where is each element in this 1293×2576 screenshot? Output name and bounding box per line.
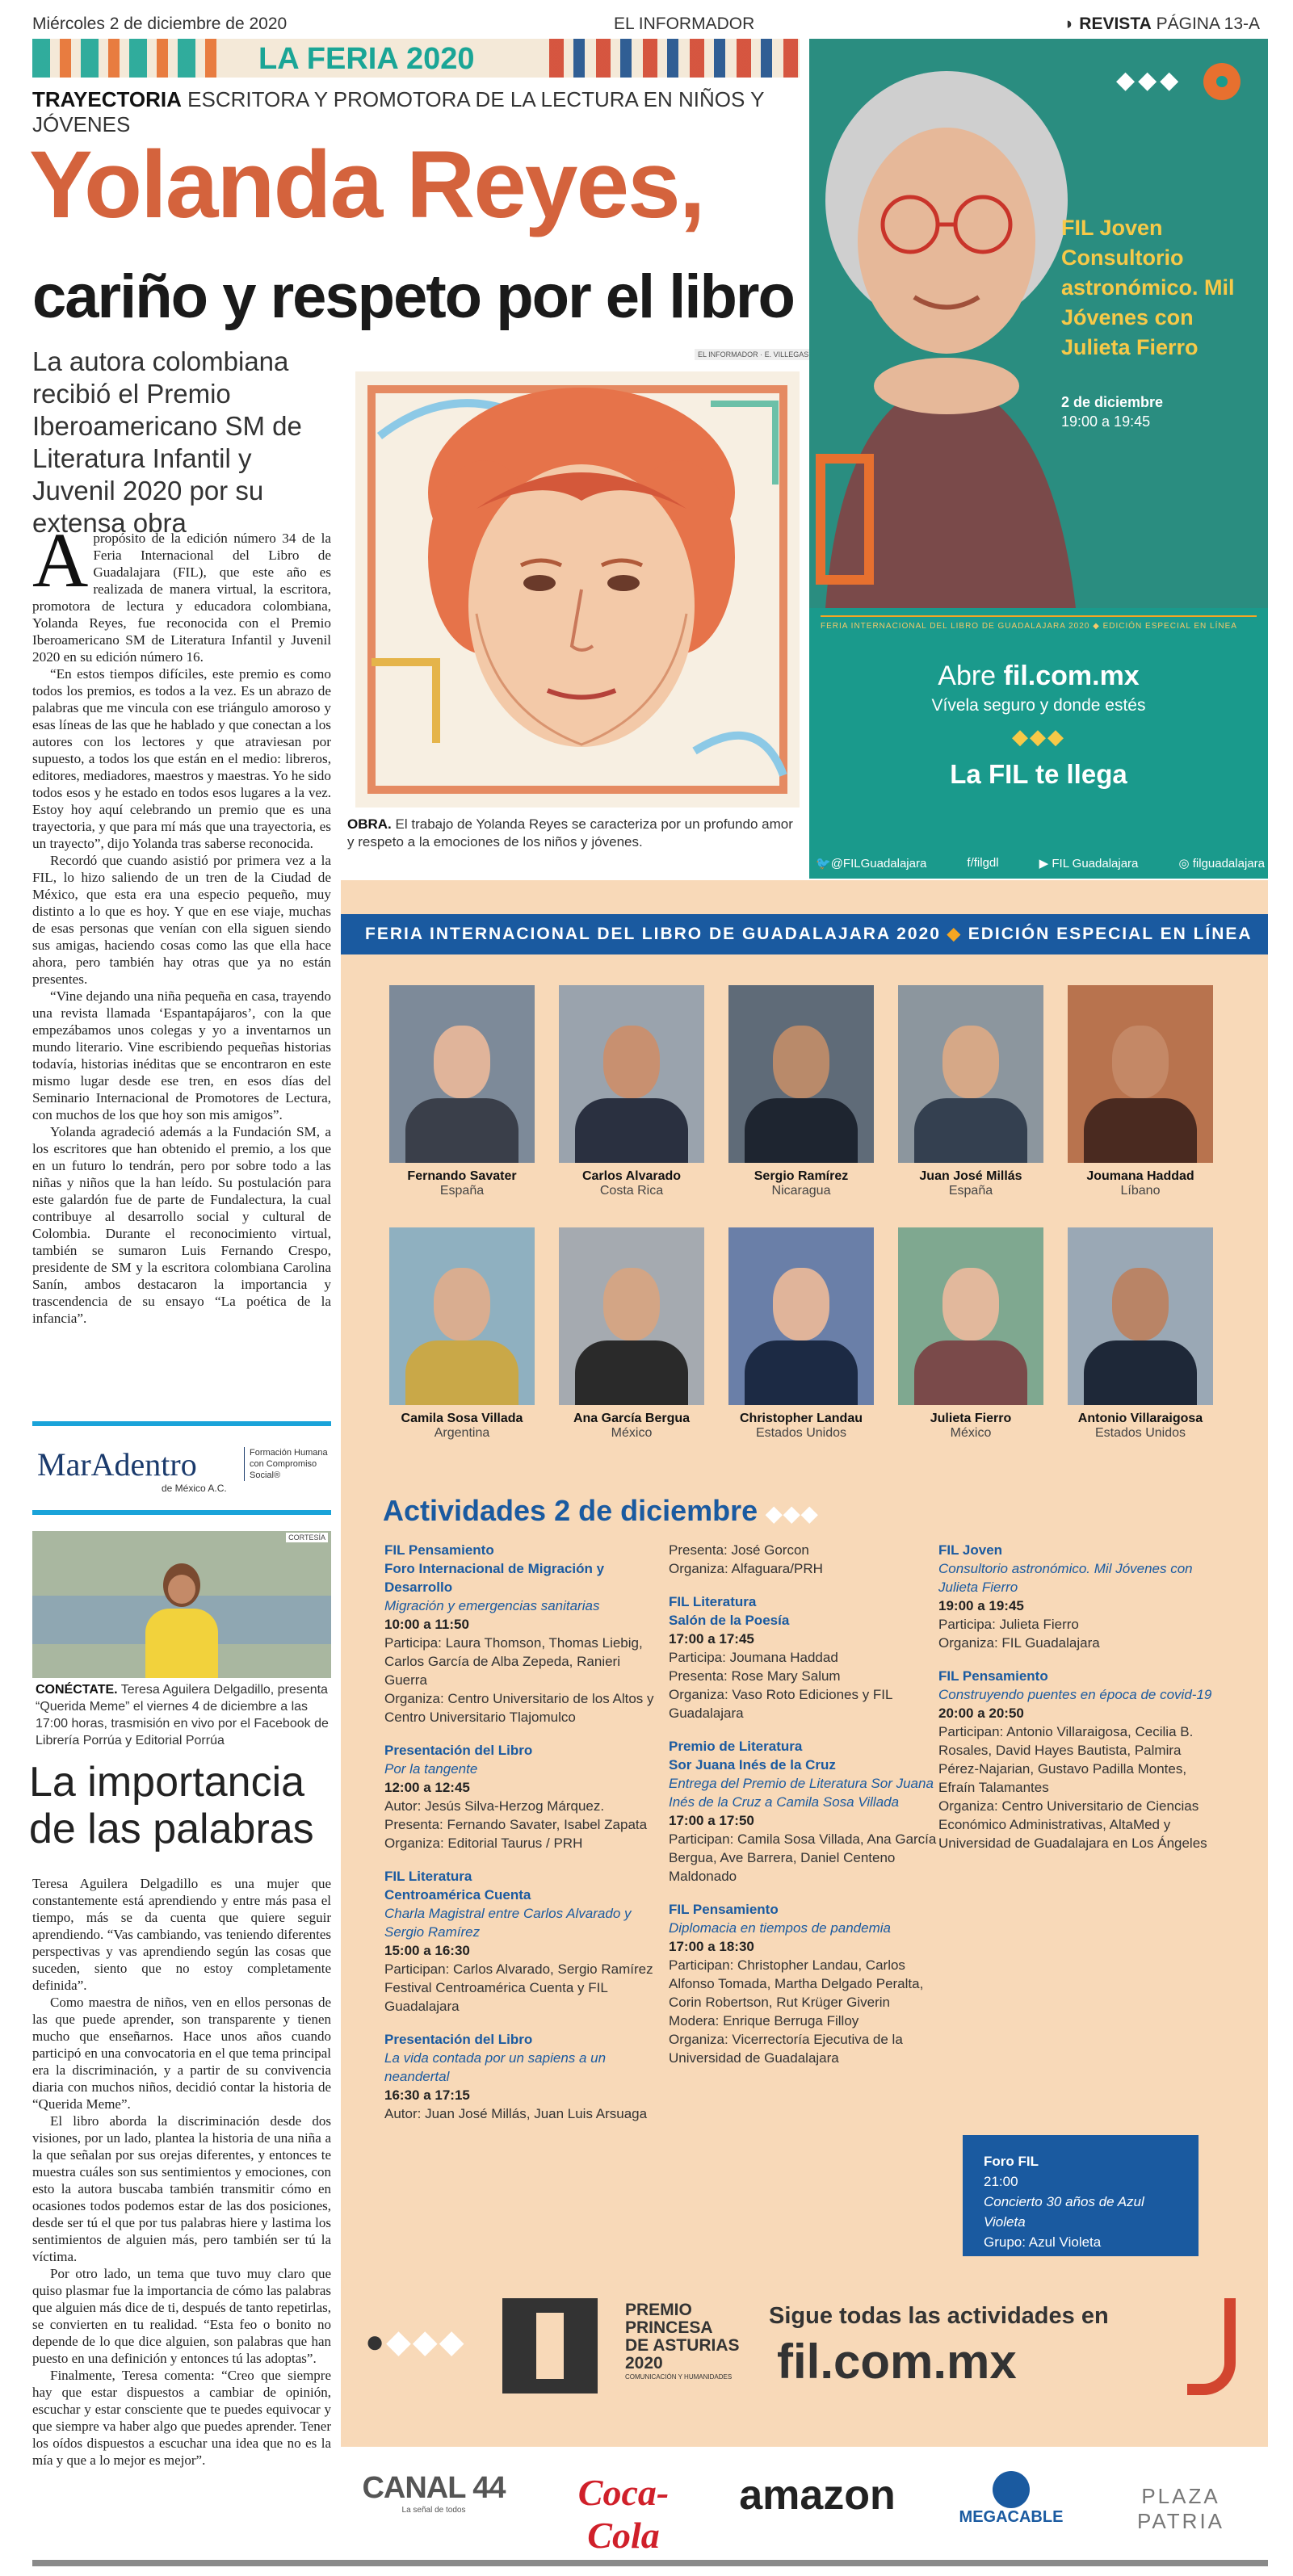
activity-time: 20:00 a 20:50 xyxy=(938,1705,1024,1721)
amazon-logo: amazon xyxy=(739,2472,896,2519)
cocacola-logo: Coca-Cola xyxy=(577,2472,670,2556)
activity-heading: FIL Literatura Centroamérica Cuenta xyxy=(384,1869,531,1903)
abre-url[interactable]: fil.com.mx xyxy=(1003,661,1140,691)
article-paragraph: “Vine dejando una niña pequeña en casa, trayendo una revista llamada ‘Espantapájaros’, con la que empezábamos unos colegas y yo a inventarnos un mundo literario. Vine escribiendo pequeñas historias todavía, historias inéditas que se encontraron en este mismo lugar desde ese tren, en esos días del Seminario Internacional de Promotores de Lectura, con muchos de los que hoy son mis amigos”. xyxy=(32,988,331,1122)
speaker-name: Julieta Fierro xyxy=(930,1412,1012,1425)
activity-details: Presenta: José Gorcon Organiza: Alfaguara/PRH xyxy=(669,1542,823,1576)
activity-details: Participan: Camila Sosa Villada, Ana García Bergua, Ave Barrera, Daniel Centeno Maldonado xyxy=(669,1831,937,1884)
activity-entry xyxy=(669,1737,943,1886)
speaker-country: Nicaragua xyxy=(771,1184,831,1198)
speaker-card xyxy=(728,1227,874,1441)
activity-entry xyxy=(384,1741,659,1852)
facebook-icon: f xyxy=(967,856,971,870)
subhead: La autora colombiana recibió el Premio Iberoamericano SM de Literatura Infantil y Juvenil 2020 por su extensa obra xyxy=(32,346,302,538)
ad-rule-text: FERIA INTERNACIONAL DEL LIBRO DE GUADALAJARA 2020 ◆ EDICIÓN ESPECIAL EN LÍNEA xyxy=(821,622,1237,631)
fil-banner: FERIA INTERNACIONAL DEL LIBRO DE GUADALAJARA 2020 ◆ EDICIÓN ESPECIAL EN LÍNEA xyxy=(341,914,1268,954)
feria-band xyxy=(32,39,800,78)
diamond-ornament: ◆◆◆ xyxy=(1116,67,1182,94)
activities-column-2 xyxy=(669,1541,943,2082)
fil-url-link[interactable]: fil.com.mx xyxy=(777,2335,1017,2389)
maradentro-ad xyxy=(32,1421,331,1515)
activity-entry xyxy=(669,1592,943,1722)
ad-rule xyxy=(821,615,1257,640)
headline-name: Yolanda Reyes, xyxy=(29,132,704,238)
photo-credit: CORTESÍA xyxy=(286,1533,328,1542)
speaker-card xyxy=(389,985,535,1198)
speaker-card xyxy=(559,1227,704,1441)
corner-ornament xyxy=(1187,2298,1236,2395)
activities-column-3 xyxy=(938,1541,1213,1867)
activity-time: 12:00 a 12:45 xyxy=(384,1780,470,1795)
speaker-country: Líbano xyxy=(1120,1184,1161,1198)
youtube-icon: ▶ xyxy=(1039,857,1052,871)
twitter-link[interactable]: 🐦@FILGuadalajara xyxy=(816,857,927,871)
activity-entry xyxy=(384,1867,659,2016)
article-paragraph: Apropósito de la edición número 34 de la Feria Internacional del Libro de Guadalajara (FIL), que este año es realizada de manera virtual, la escritora, promotora de lectura y educadora colombiana, Yolanda Reyes, fue reconocida con el Premio Iberoamericano SM de Literatura Infantil y Juvenil 2020 en su edición número 16. xyxy=(32,517,331,665)
diamond-ornament-yellow: ◆◆◆ xyxy=(1012,725,1065,749)
speaker-country: Costa Rica xyxy=(599,1184,664,1198)
article-paragraph: Recordó que cuando asistió por primera vez a la FIL, lo hizo saliendo de un tren de la Ciudad de México, que esta era una especio pequeño, muy distinto a lo que es hoy. Y que en ese viaje, muchas de esas personas que venían con ella siguen siendo sus amigas, haciendo cosas como las que ella hace ahora, pero también hay otras que ya no están presentes. xyxy=(32,853,331,987)
caption-label: OBRA. xyxy=(347,816,392,832)
fil-joven-title: FIL Joven Consultorio astronómico. Mil Jóvenes con Julieta Fierro xyxy=(1061,216,1235,359)
activity-heading: Presentación del Libro xyxy=(384,1743,533,1758)
page-number: PÁGINA 13-A xyxy=(1156,15,1260,33)
speaker-photo xyxy=(1068,1227,1213,1405)
fil-joven-ad xyxy=(809,39,1268,879)
portrait-drawing xyxy=(355,371,800,808)
maradentro-sub: de México A.C. xyxy=(162,1483,227,1494)
activity-time: 10:00 a 11:50 xyxy=(384,1617,469,1632)
activity-details: Autor: Jesús Silva-Herzog Márquez. Presenta: Fernando Savater, Isabel Zapata Organiza: Editorial Taurus / PRH xyxy=(384,1798,648,1851)
speaker-name: Sergio Ramírez xyxy=(754,1169,849,1183)
caption-text: El trabajo de Yolanda Reyes se caracteriza por un profundo amor y respeto a la emociones de los niños y jóvenes. xyxy=(347,816,793,850)
speaker-card xyxy=(1068,1227,1213,1441)
speaker-name: Antonio Villaraigosa xyxy=(1077,1412,1203,1425)
activity-details: Participa: Joumana Haddad Presenta: Rose Mary Salum Organiza: Vaso Roto Ediciones y FIL Guadalajara xyxy=(669,1650,892,1721)
speaker-card xyxy=(728,985,874,1198)
fil-logo xyxy=(502,2298,598,2393)
abre-word: Abre xyxy=(938,661,997,691)
drop-cap: A xyxy=(32,517,89,603)
activity-heading: Presentación del Libro xyxy=(384,2032,533,2047)
photo-person xyxy=(145,1563,218,1678)
story2-paragraph: Por otro lado, un tema que tuvo muy claro que quiso plasmar fue la importancia de cómo las palabras que alguien más dice de ti, después de tanto repetirlas, se convierten en tu realidad. “Esta feo o bonito no depende de lo que dice alguien, son palabras que han puesto en una definición y entonces tú las adoptas”. xyxy=(32,2266,331,2366)
facebook-link[interactable]: f/filgdl xyxy=(967,856,999,870)
instagram-link[interactable]: ◎ filguadalajara xyxy=(1178,857,1265,871)
activity-time: 15:00 a 16:30 xyxy=(384,1943,470,1958)
activity-details: Participa: Laura Thomson, Thomas Liebig, Carlos García de Alba Zepeda, Ranieri Guerra Organiza: Centro Universitario de los Altos y Centro Universitario Tlajomulco xyxy=(384,1635,654,1725)
circle-ornament xyxy=(1203,63,1241,100)
teresa-photo xyxy=(32,1531,331,1678)
speaker-country: España xyxy=(439,1184,485,1198)
activity-time: 16:30 a 17:15 xyxy=(384,2087,470,2103)
foro-time: 21:00 xyxy=(984,2174,1018,2189)
teresa-caption xyxy=(36,1681,331,1749)
activity-time: 17:00 a 17:45 xyxy=(669,1631,754,1647)
activity-heading: Premio de Literatura Sor Juana Inés de la Cruz xyxy=(669,1739,836,1773)
story2-paragraph: Como maestra de niños, ven en ellos personas de las que puede aprender, son transparente y tienen mucho que enseñarnos. Hace unos años cuando participó en una convocatoria en el que tema principal era la discriminación, y a partir de su convivencia diaria con muchos niños, decidió contar la historia de “Querida Meme”. xyxy=(32,1995,331,2112)
foro-event: Concierto 30 años de Azul Violeta xyxy=(984,2194,1144,2230)
band-pattern-right xyxy=(549,39,800,78)
vivela-line: Vívela seguro y donde estés xyxy=(931,696,1146,715)
activities-column-1 xyxy=(384,1541,659,2138)
activity-title: Entrega del Premio de Literatura Sor Juana Inés de la Cruz a Camila Sosa Villada xyxy=(669,1776,934,1810)
activity-details: Participan: Carlos Alvarado, Sergio Ramírez Festival Centroamérica Cuenta y FIL Guadalajara xyxy=(384,1961,653,2014)
youtube-link[interactable]: ▶ FIL Guadalajara xyxy=(1039,857,1139,871)
foro-group: Grupo: Azul Violeta xyxy=(984,2234,1102,2250)
activity-title: Por la tangente xyxy=(384,1761,478,1777)
maradentro-logo: MarAdentro xyxy=(37,1446,197,1483)
twitter-icon: 🐦 xyxy=(816,857,831,871)
foro-fil-box xyxy=(963,2135,1199,2256)
abre-line xyxy=(809,661,1268,692)
speaker-photo xyxy=(898,1227,1043,1405)
activity-heading: FIL Pensamiento Foro Internacional de Migración y Desarrollo xyxy=(384,1542,605,1595)
kicker xyxy=(32,87,800,137)
speaker-name: Fernando Savater xyxy=(407,1169,517,1183)
section-label: ◗ REVISTA PÁGINA 13-A xyxy=(1064,15,1260,33)
footer-dots-ornament: ●◆◆◆ xyxy=(365,2323,466,2360)
activity-entry xyxy=(938,1541,1213,1652)
sponsor-strip xyxy=(341,2455,1268,2556)
activities-title: Actividades 2 de diciembre ◆◆◆ xyxy=(383,1494,820,1527)
article-paragraph: “En estos tiempos difíciles, este premio es como todos los premios, es todos a la vez. Es un abrazo de palabras que me vincula con ese triángulo amoroso y esas líneas de las que he hablado y que conectan a los autores con los lectores y que atraviesan por supuesto, a todos los que están en el medio: libreros, editores, mediadores, maestros y maestras. Yo he sido todos esos y he estado en todos esos lugares a la vez. Estoy hoy aquí celebrando un premio que es una trayectoria, y que para mí más que una trayectoria, es un trayecto”, dijo Yolanda tras saberse reconocida. xyxy=(32,666,331,851)
kicker-text: ESCRITORA Y PROMOTORA DE LA LECTURA EN NIÑOS Y JÓVENES xyxy=(32,87,764,136)
plaza-patria-logo: PLAZA PATRIA xyxy=(1136,2484,1225,2533)
activity-title: Migración y emergencias sanitarias xyxy=(384,1598,600,1613)
activity-entry xyxy=(384,1541,659,1726)
canal44-sub: La señal de todos xyxy=(401,2506,466,2515)
article-paragraph: Yolanda agradeció además a la Fundación SM, a los escritores que han obtenido el premio, a los que en un futuro lo tendrán, pero por sobre todo a las niñas y niños que la han leído. Su postulación para este galardón fue de parte de Fundalectura, la cual contribuye al desarrollo social y cultural de Colombia. Durante el reconocimiento virtual, también se sumaron Luis Fernando Crespo, presidente de SM y la escritora colombiana Carolina Sanín, ambos destacaron la importancia y trascendencia de su ensayo “La poética de la infancia”. xyxy=(32,1124,331,1326)
band-pattern-left xyxy=(32,39,226,78)
activity-heading: FIL Literatura Salón de la Poesía xyxy=(669,1594,790,1628)
speaker-country: Estados Unidos xyxy=(1094,1426,1186,1440)
speaker-country: Argentina xyxy=(434,1426,490,1440)
activity-heading: FIL Joven xyxy=(938,1542,1003,1558)
caption2-text: Teresa Aguilera Delgadillo, presenta “Querida Meme” el viernes 4 de diciembre a las 17:00 horas, trasmisión en vivo por el Facebook de Librería Porrúa y Editorial Porrúa xyxy=(36,1683,329,1747)
activity-time: 19:00 a 19:45 xyxy=(938,1598,1024,1613)
diamond-ornament: ◆◆◆ xyxy=(766,1501,820,1525)
speaker-card xyxy=(389,1227,535,1441)
newspaper-name: EL INFORMADOR xyxy=(614,15,755,33)
activity-title: Construyendo puentes en época de covid-19 xyxy=(938,1687,1212,1702)
activity-entry xyxy=(669,1541,943,1578)
activity-title: Consultorio astronómico. Mil Jóvenes con Julieta Fierro xyxy=(938,1561,1193,1595)
band-title: LA FERIA 2020 xyxy=(258,42,475,76)
speaker-country: España xyxy=(948,1184,993,1198)
activity-title: Diplomacia en tiempos de pandemia xyxy=(669,1920,891,1936)
maradentro-tagline: Formación Humana con Compromiso Social® xyxy=(244,1447,333,1481)
activity-time: 17:00 a 17:50 xyxy=(669,1813,754,1828)
activity-entry xyxy=(669,1900,943,2067)
story2-headline: La importancia de las palabras xyxy=(29,1759,314,1852)
speaker-card xyxy=(559,985,704,1198)
princesa-asturias-logo: PREMIO PRINCESA DE ASTURIAS 2020 COMUNICACIÓN Y HUMANIDADES xyxy=(625,2301,740,2381)
masthead xyxy=(32,11,1260,39)
illustration-caption xyxy=(347,816,800,851)
speaker-name: Juan José Millás xyxy=(919,1169,1022,1183)
fil-joven-date: 2 de diciembre xyxy=(1061,394,1164,410)
speaker-card xyxy=(898,1227,1043,1441)
speaker-card xyxy=(1068,985,1213,1198)
article-body xyxy=(32,517,331,1327)
story2-paragraph: Teresa Aguilera Delgadillo es una mujer que constantemente está aprendiendo y entre más pasa el tiempo, más se da cuenta que quiere seguir aprendiendo. “Vas cambiando, vas teniendo diferentes perspectivas y vas aprendiendo según las cosas que suceden, siento que no estoy completamente definida”. xyxy=(32,1876,331,1993)
fil-llega: La FIL te llega xyxy=(950,759,1127,789)
speaker-name: Christopher Landau xyxy=(739,1412,863,1425)
activity-details: Autor: Juan José Millás, Juan Luis Arsuaga xyxy=(384,2106,648,2121)
issue-date: Miércoles 2 de diciembre de 2020 xyxy=(32,15,288,33)
activity-entry xyxy=(938,1667,1213,1852)
banner-diamond-icon: ◆ xyxy=(947,925,962,943)
speaker-photo xyxy=(389,985,535,1163)
instagram-icon: ◎ xyxy=(1178,857,1193,871)
princesa-sub: COMUNICACIÓN Y HUMANIDADES xyxy=(625,2373,733,2381)
speaker-name: Camila Sosa Villada xyxy=(401,1412,523,1425)
activity-time: 17:00 a 18:30 xyxy=(669,1939,754,1954)
speaker-name: Joumana Haddad xyxy=(1086,1169,1194,1183)
activity-title: La vida contada por un sapiens a un neandertal xyxy=(384,2050,607,2084)
story2-paragraph: El libro aborda la discriminación desde dos visiones, por un lado, plantea la historia de una niña a la que señalan por sus orejas diferentes, y entonces te muestra cuáles son sus sentimientos y emociones, con esto la autora buscaba también transmitir cómo en ocasiones todos podemos estar de las dos posiciones, desde ser tú el que por tus palabras hiere y lastima los sentimientos de alguien más, pero también ser tú la víctima. xyxy=(32,2113,331,2264)
follow-text: Sigue todas las actividades en xyxy=(769,2303,1109,2329)
activity-heading: FIL Pensamiento xyxy=(938,1668,1048,1684)
speaker-country: México xyxy=(950,1426,992,1440)
speaker-photo xyxy=(728,1227,874,1405)
illustration-credit: EL INFORMADOR · E. VILLEGAS xyxy=(695,349,812,360)
activity-title: Charla Magistral entre Carlos Alvarado y Sergio Ramírez xyxy=(384,1906,632,1940)
fil-program xyxy=(341,880,1268,2447)
foro-title: Foro FIL xyxy=(984,2154,1039,2169)
section-name: REVISTA xyxy=(1079,15,1152,33)
speaker-photo xyxy=(559,985,704,1163)
bottom-rule xyxy=(32,2560,1268,2566)
activity-entry xyxy=(384,2030,659,2123)
speaker-card xyxy=(898,985,1043,1198)
kicker-bold: TRAYECTORIA xyxy=(32,87,182,111)
speaker-photo xyxy=(898,985,1043,1163)
speaker-name: Carlos Alvarado xyxy=(581,1169,682,1183)
speaker-photo xyxy=(559,1227,704,1405)
megacable-icon xyxy=(993,2471,1030,2508)
speaker-photo xyxy=(728,985,874,1163)
portrait-illustration xyxy=(355,371,800,808)
megacable-logo: MEGACABLE xyxy=(930,2471,1092,2527)
story2-body xyxy=(32,1875,331,2469)
speaker-country: Estados Unidos xyxy=(755,1426,847,1440)
fil-joven-datetime xyxy=(1061,392,1163,431)
story2-paragraph: Finalmente, Teresa comenta: “Creo que siempre hay que estar dispuestos a cambiar de opinión, escuchar y estar consciente que te puedes equivocar y que siempre va haber algo que puedes aprender. Tener los oídos dispuestos a escuchar una idea que no es la mía y que a lo mejor es mejor”. xyxy=(32,2368,331,2468)
activity-heading: FIL Pensamiento xyxy=(669,1902,779,1917)
speaker-photo xyxy=(1068,985,1213,1163)
activity-details: Participan: Antonio Villaraigosa, Cecilia B. Rosales, David Hayes Bautista, Palmira Pérez-Najarian, Gustavo Padilla Montes, Efraín Talamantes Organiza: Centro Universitario de Ciencias Económico Administrativas, AltaMed y Universidad de Guadalajara en Los Ángeles xyxy=(938,1724,1207,1851)
headline-tagline: cariño y respeto por el libro xyxy=(32,262,794,331)
speaker-photo xyxy=(389,1227,535,1405)
activity-details: Participan: Christopher Landau, Carlos Alfonso Tomada, Martha Delgado Peralta, Corin Robertson, Rut Krüger Giverin Modera: Enrique Berruga Filloy Organiza: Vicerrectoría Ejecutiva de la Universidad de Guadalajara xyxy=(669,1957,924,2066)
speaker-name: Ana García Bergua xyxy=(573,1412,691,1425)
caption2-label: CONÉCTATE. xyxy=(36,1683,118,1697)
canal44-logo: CANAL 44 La señal de todos xyxy=(357,2471,510,2515)
social-links xyxy=(816,856,1265,871)
activity-details: Participa: Julieta Fierro Organiza: FIL Guadalajara xyxy=(938,1617,1100,1651)
speaker-country: México xyxy=(611,1426,653,1440)
fil-joven-time: 19:00 a 19:45 xyxy=(1061,413,1151,430)
